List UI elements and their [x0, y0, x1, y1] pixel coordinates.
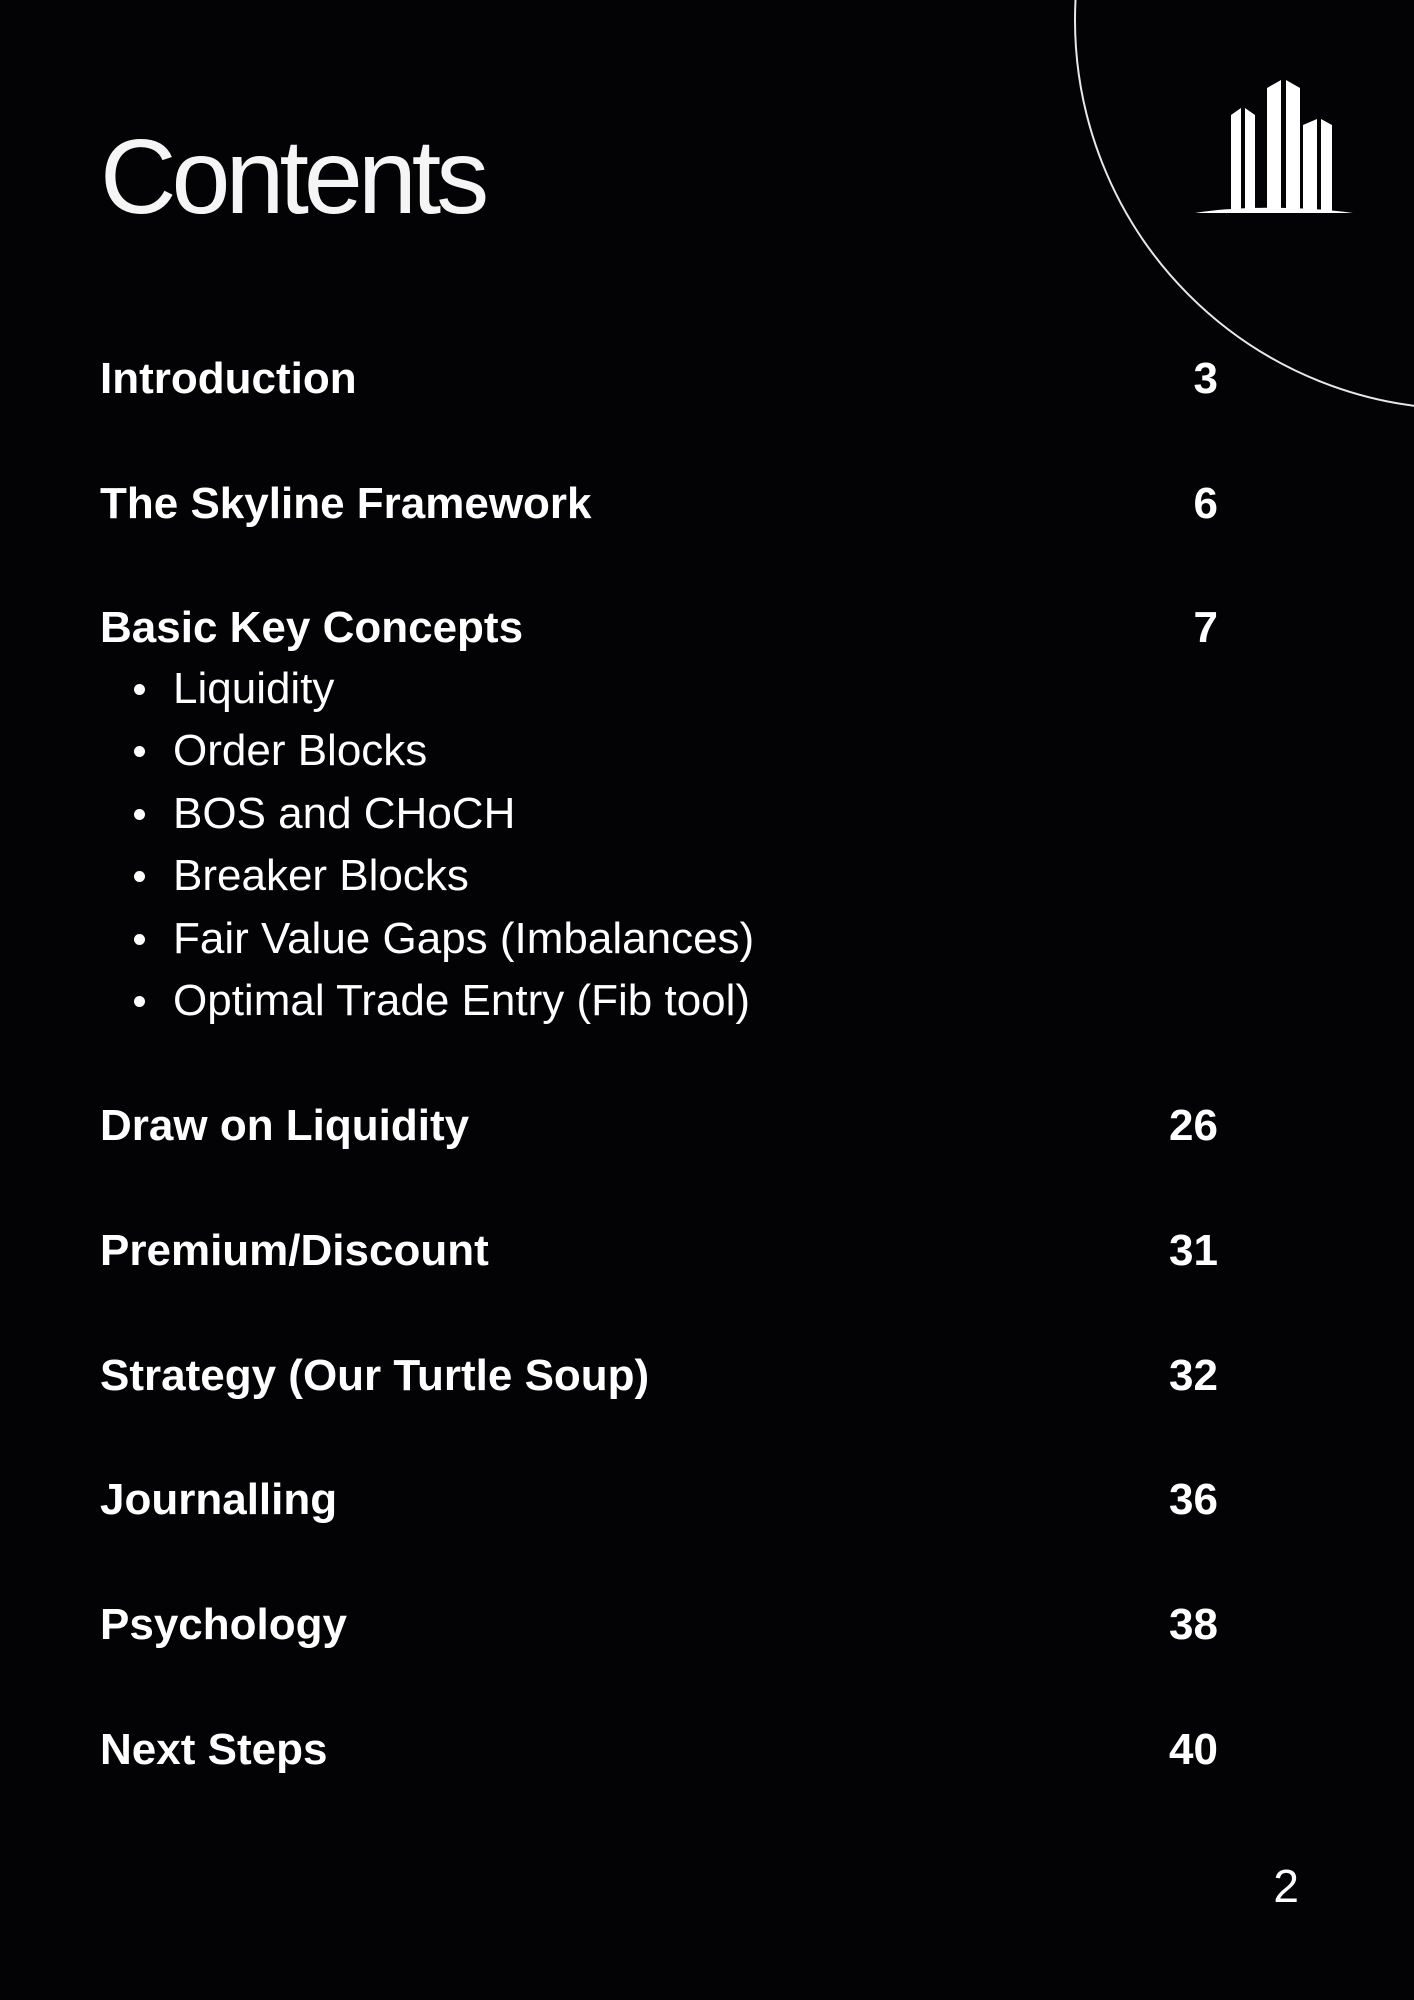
toc-entry-page-number: 31 [1169, 1226, 1218, 1275]
toc-entry-premium-discount[interactable] [100, 1221, 1218, 1281]
toc-entry-next-steps[interactable] [100, 1720, 1218, 1780]
page-title: Contents [100, 118, 485, 236]
toc-entry-title: Introduction [100, 354, 357, 403]
toc-entry-title: Basic Key Concepts [100, 603, 524, 652]
toc-entry-basic-key-concepts[interactable] [100, 598, 1218, 658]
toc-entry-page-number: 7 [1193, 603, 1218, 652]
bullet-icon [134, 746, 145, 757]
toc-entry-title: Journalling [100, 1475, 338, 1524]
bullet-icon [134, 809, 145, 820]
subsection-label: Optimal Trade Entry (Fib tool) [173, 975, 751, 1025]
subsection-label: BOS and CHoCH [173, 788, 516, 838]
bullet-icon [134, 684, 145, 695]
subsection-label: Order Blocks [173, 726, 428, 776]
skyline-buildings-icon [1195, 78, 1353, 216]
subsection-label: Fair Value Gaps (Imbalances) [173, 913, 755, 963]
subsection-item-fair-value-gaps[interactable] [100, 908, 754, 970]
bullet-icon [134, 871, 145, 882]
toc-entry-title: Strategy (Our Turtle Soup) [100, 1351, 650, 1400]
subsection-item-optimal-trade-entry[interactable] [100, 970, 754, 1032]
toc-entry-introduction[interactable] [100, 349, 1218, 409]
toc-entry-title: Psychology [100, 1600, 347, 1649]
toc-entry-journalling[interactable] [100, 1470, 1218, 1530]
subsection-item-order-blocks[interactable] [100, 720, 754, 782]
toc-entry-page-number: 38 [1169, 1600, 1218, 1649]
bullet-icon [134, 934, 145, 945]
page-number: 2 [1273, 1860, 1299, 1912]
toc-entry-page-number: 26 [1169, 1101, 1218, 1150]
toc-entry-title: Premium/Discount [100, 1226, 489, 1275]
toc-entry-strategy[interactable] [100, 1346, 1218, 1406]
toc-entry-psychology[interactable] [100, 1595, 1218, 1655]
toc-entry-page-number: 40 [1169, 1725, 1218, 1774]
toc-entry-page-number: 6 [1193, 479, 1218, 528]
bullet-icon [134, 996, 145, 1007]
toc-entry-page-number: 3 [1193, 354, 1218, 403]
subsection-item-liquidity[interactable] [100, 658, 754, 720]
toc-entry-title: The Skyline Framework [100, 479, 592, 528]
subsection-label: Breaker Blocks [173, 851, 469, 901]
toc-entry-title: Draw on Liquidity [100, 1101, 470, 1150]
toc-entry-page-number: 32 [1169, 1351, 1218, 1400]
subsection-item-bos-choch[interactable] [100, 783, 754, 845]
subsection-item-breaker-blocks[interactable] [100, 845, 754, 907]
subsection-list [100, 658, 754, 1032]
toc-entry-title: Next Steps [100, 1725, 328, 1774]
toc-entry-skyline-framework[interactable] [100, 474, 1218, 534]
toc-entry-page-number: 36 [1169, 1475, 1218, 1524]
toc-entry-draw-on-liquidity[interactable] [100, 1096, 1218, 1156]
subsection-label: Liquidity [173, 664, 335, 713]
